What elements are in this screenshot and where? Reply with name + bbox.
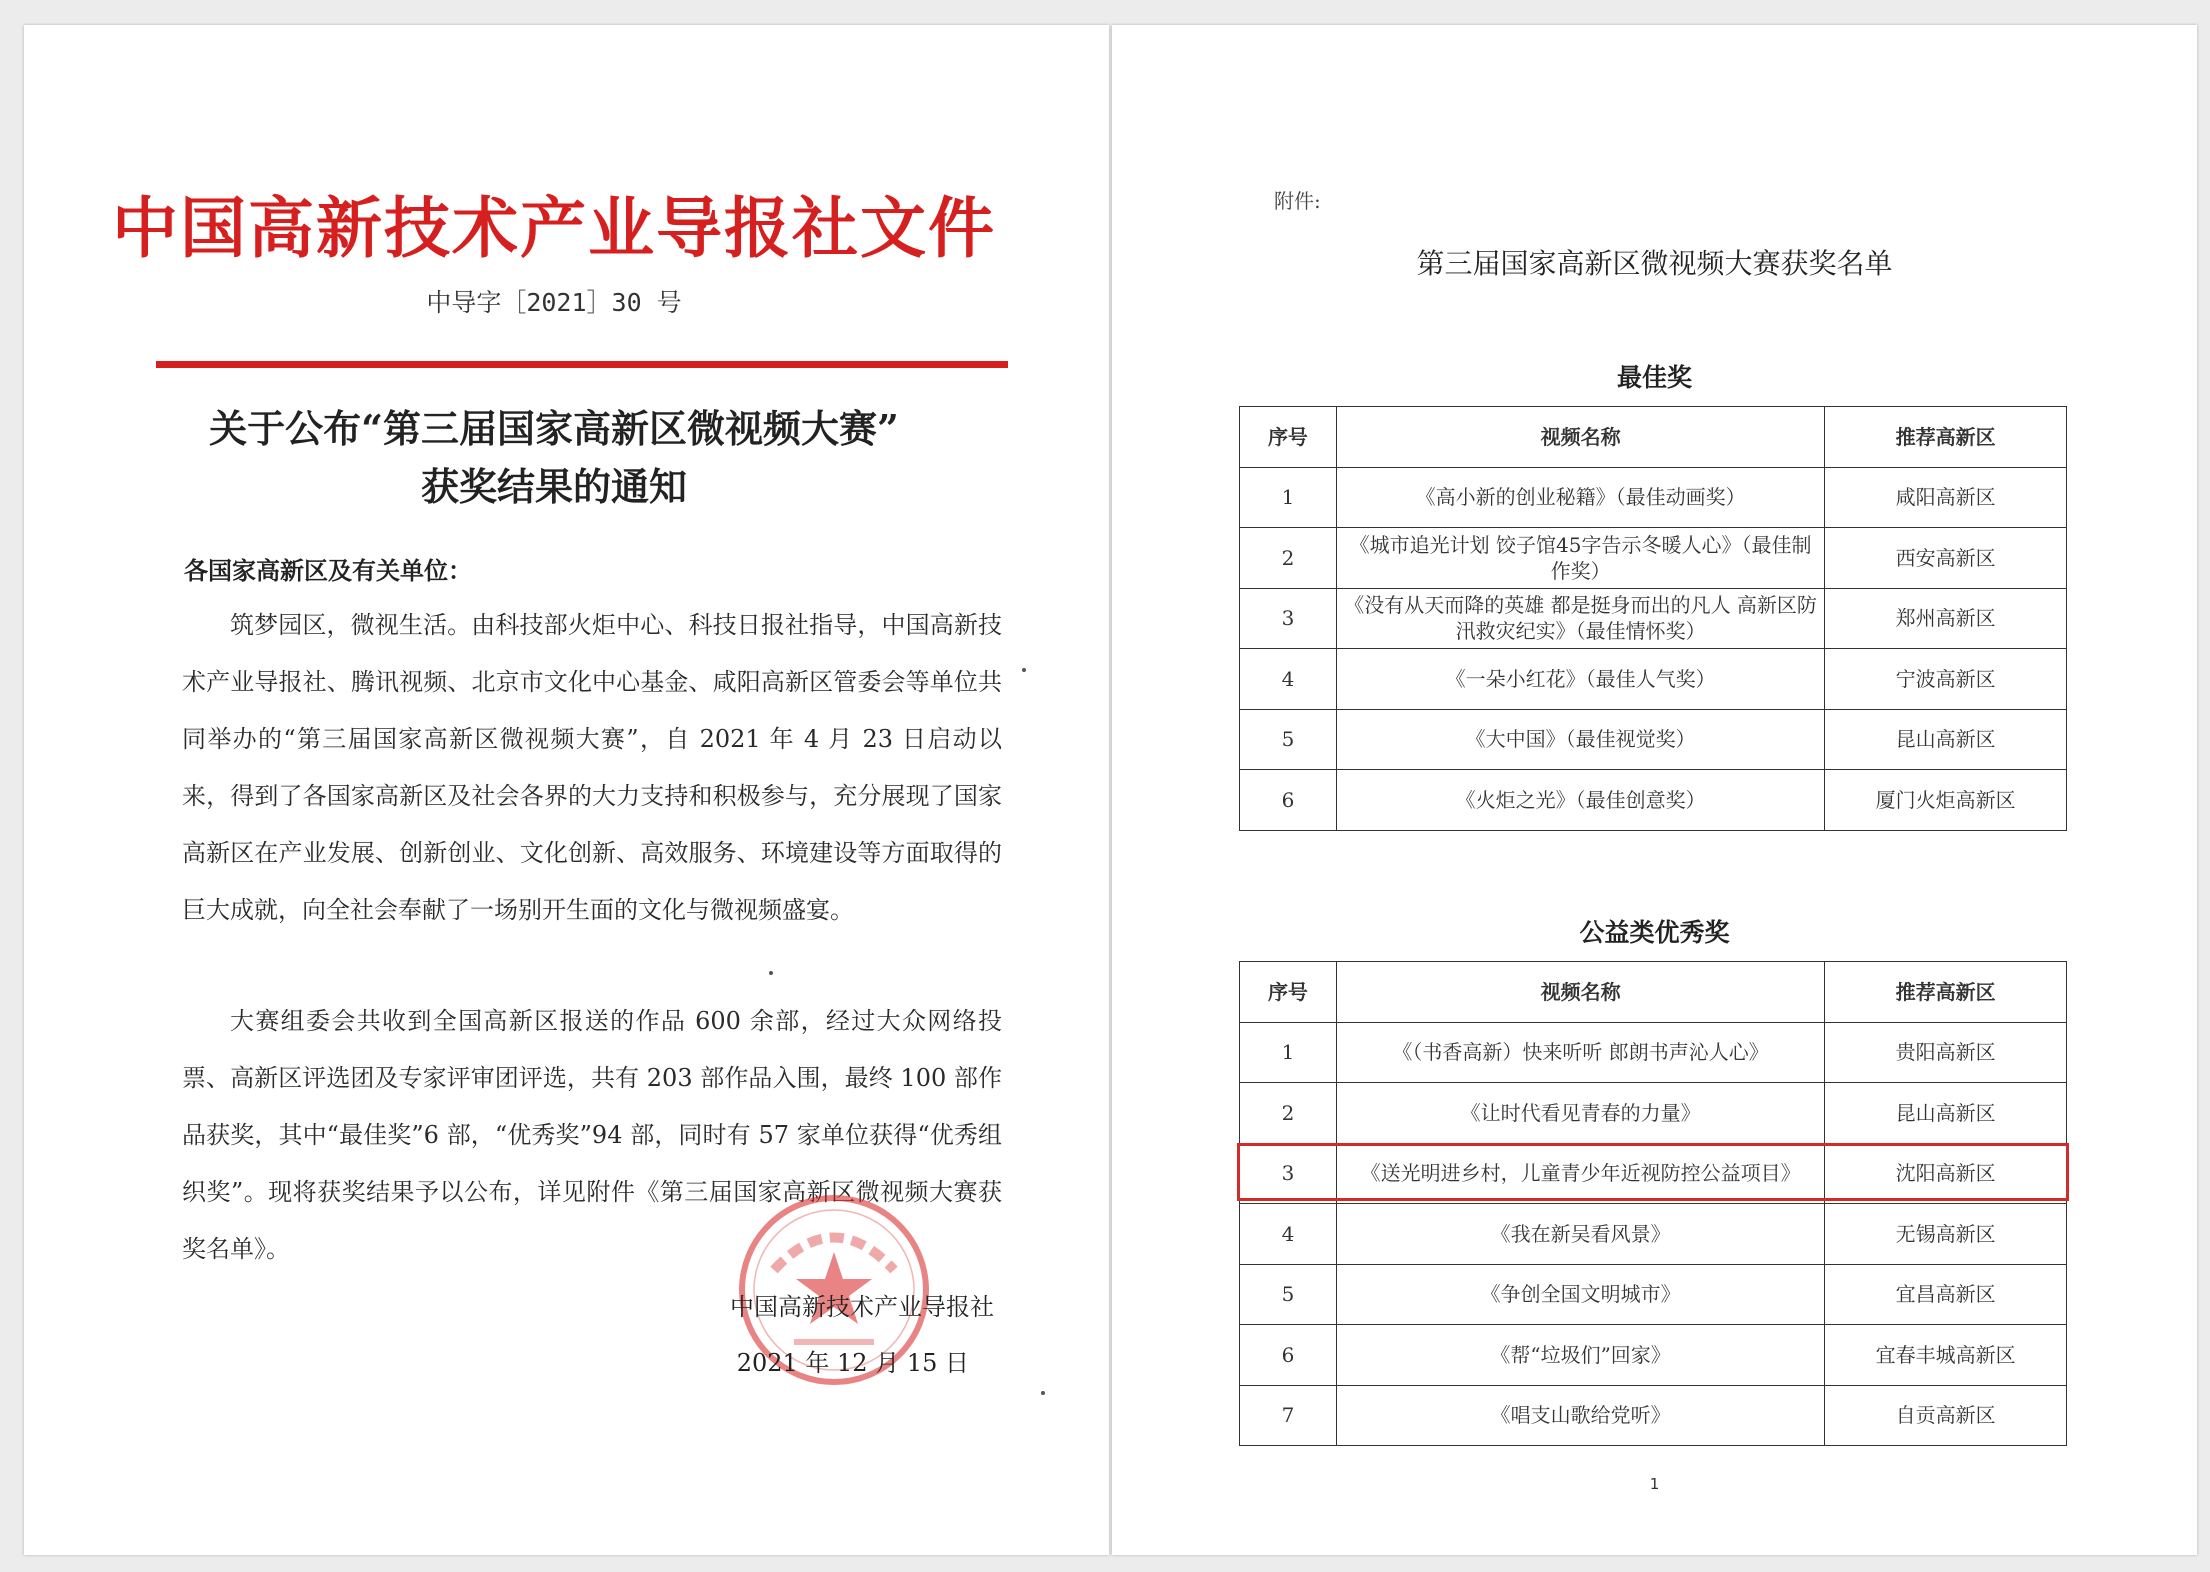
table-header-row — [1240, 407, 2067, 468]
row-video-name: 《让时代看见青春的力量》 — [1336, 1083, 1824, 1144]
addressee: 各国家高新区及有关单位： — [184, 556, 472, 585]
table-row — [1240, 1083, 2067, 1144]
row-number: 7 — [1240, 1385, 1337, 1446]
row-zone: 宁波高新区 — [1825, 649, 2067, 710]
row-video-name: 《大中国》（最佳视觉奖） — [1336, 709, 1824, 770]
row-zone: 自贡高新区 — [1825, 1385, 2067, 1446]
row-zone: 西安高新区 — [1825, 528, 2067, 589]
header-zone: 推荐高新区 — [1825, 407, 2067, 468]
row-number: 5 — [1240, 1264, 1337, 1325]
row-number: 1 — [1240, 467, 1337, 528]
table-row — [1240, 1325, 2067, 1386]
notice-title-line-2: 获奖结果的通知 — [420, 464, 687, 509]
row-zone: 宜春丰城高新区 — [1825, 1325, 2067, 1386]
table-row — [1240, 1264, 2067, 1325]
public-welfare-award-section-title: 公益类优秀奖 — [1579, 918, 1730, 947]
table-row — [1240, 1385, 2067, 1446]
header-video-name: 视频名称 — [1336, 962, 1824, 1023]
row-zone: 昆山高新区 — [1825, 709, 2067, 770]
scan-speck — [1022, 668, 1026, 672]
header-video-name: 视频名称 — [1336, 407, 1824, 468]
row-video-name: 《城市追光计划 饺子馆45字告示冬暖人心》（最佳制作奖） — [1336, 528, 1824, 589]
body-paragraph-1: 筑梦园区，微视生活。由科技部火炬中心、科技日报社指导，中国高新技术产业导报社、腾讯视频、北京市文化中心基金、咸阳高新区管委会等单位共同举办的“第三届国家高新区微视频大赛”，自 2021 年 4 月 23 日启动以来，得到了各国家高新区及社会各界的大力支持和积极参与，充分展现了国家高新区在产业发展、创新创业、文化创新、高效服务、环境建设等方面取得的巨大成就，向全社会奉献了一场别开生面的文化与微视频盛宴。 — [182, 611, 1002, 924]
row-video-name: 《火炬之光》（最佳创意奖） — [1336, 770, 1824, 831]
row-number: 1 — [1240, 1022, 1337, 1083]
row-zone: 宜昌高新区 — [1825, 1264, 2067, 1325]
public-welfare-award-table — [1239, 961, 2067, 1446]
header-number: 序号 — [1240, 962, 1337, 1023]
table-row — [1240, 1022, 2067, 1083]
notice-title-line-1: 关于公布“第三届国家高新区微视频大赛” — [209, 406, 899, 451]
table-row-highlighted — [1240, 1143, 2067, 1204]
row-video-name: 《唱支山歌给党听》 — [1336, 1385, 1824, 1446]
row-video-name: 《没有从天而降的英雄 都是挺身而出的凡人 高新区防汛救灾纪实》（最佳情怀奖） — [1336, 588, 1824, 649]
table-row — [1240, 588, 2067, 649]
header-zone: 推荐高新区 — [1825, 962, 2067, 1023]
header-number: 序号 — [1240, 407, 1337, 468]
row-number: 6 — [1240, 1325, 1337, 1386]
row-zone: 无锡高新区 — [1825, 1204, 2067, 1265]
notice-title — [124, 400, 984, 516]
row-zone: 郑州高新区 — [1825, 588, 2067, 649]
row-video-name: 《送光明进乡村，儿童青少年近视防控公益项目》 — [1336, 1143, 1824, 1204]
row-number: 5 — [1240, 709, 1337, 770]
issue-date: 2021 年 12 月 15 日 — [736, 1349, 969, 1377]
row-video-name: 《高小新的创业秘籍》（最佳动画奖） — [1336, 467, 1824, 528]
scan-speck — [769, 971, 773, 975]
attachment-label: 附件: — [1274, 189, 1321, 213]
table-row — [1240, 467, 2067, 528]
table-row — [1240, 709, 2067, 770]
row-video-name: 《争创全国文明城市》 — [1336, 1264, 1824, 1325]
red-divider-line — [156, 361, 1008, 368]
best-award-table — [1239, 406, 2067, 831]
notice-page — [24, 25, 1109, 1555]
row-number: 6 — [1240, 770, 1337, 831]
scan-speck — [1041, 1391, 1045, 1395]
table-row — [1240, 649, 2067, 710]
table-row — [1240, 1204, 2067, 1265]
row-number: 4 — [1240, 1204, 1337, 1265]
row-video-name: 《我在新吴看风景》 — [1336, 1204, 1824, 1265]
row-zone: 昆山高新区 — [1825, 1083, 2067, 1144]
table-row — [1240, 770, 2067, 831]
row-number: 2 — [1240, 528, 1337, 589]
row-number: 3 — [1240, 1143, 1337, 1204]
row-number: 2 — [1240, 1083, 1337, 1144]
table-row — [1240, 528, 2067, 589]
document-number: 中导字［2021］30 号 — [426, 288, 682, 317]
row-video-name: 《（书香高新）快来听听 郎朗书声沁人心》 — [1336, 1022, 1824, 1083]
page-number: 1 — [1649, 1475, 1660, 1493]
row-video-name: 《帮“垃圾们”回家》 — [1336, 1325, 1824, 1386]
award-list-title: 第三届国家高新区微视频大赛获奖名单 — [1416, 247, 1893, 280]
body-paragraph-2: 大赛组委会共收到全国高新区报送的作品 600 余部，经过大众网络投票、高新区评选团及专家评审团评选，共有 203 部作品入围，最终 100 部作品获奖，其中“最佳奖”6 部，“优秀奖”94 部，同时有 57 家单位获得“优秀组织奖”。现将获奖结果予以公布，详见附件《第三届国家高新区微视频大赛获奖名单》。 — [182, 1007, 1002, 1263]
row-zone: 贵阳高新区 — [1825, 1022, 2067, 1083]
row-zone: 厦门火炬高新区 — [1825, 770, 2067, 831]
row-number: 3 — [1240, 588, 1337, 649]
document-header-title: 中国高新技术产业导报社文件 — [112, 189, 996, 267]
table-header-row — [1240, 962, 2067, 1023]
row-zone: 沈阳高新区 — [1825, 1143, 2067, 1204]
row-number: 4 — [1240, 649, 1337, 710]
row-zone: 咸阳高新区 — [1825, 467, 2067, 528]
attachment-page — [1112, 25, 2197, 1555]
best-award-section-title: 最佳奖 — [1616, 363, 1692, 392]
issuer-signature: 中国高新技术产业导报社 — [730, 1293, 994, 1321]
row-video-name: 《一朵小红花》（最佳人气奖） — [1336, 649, 1824, 710]
